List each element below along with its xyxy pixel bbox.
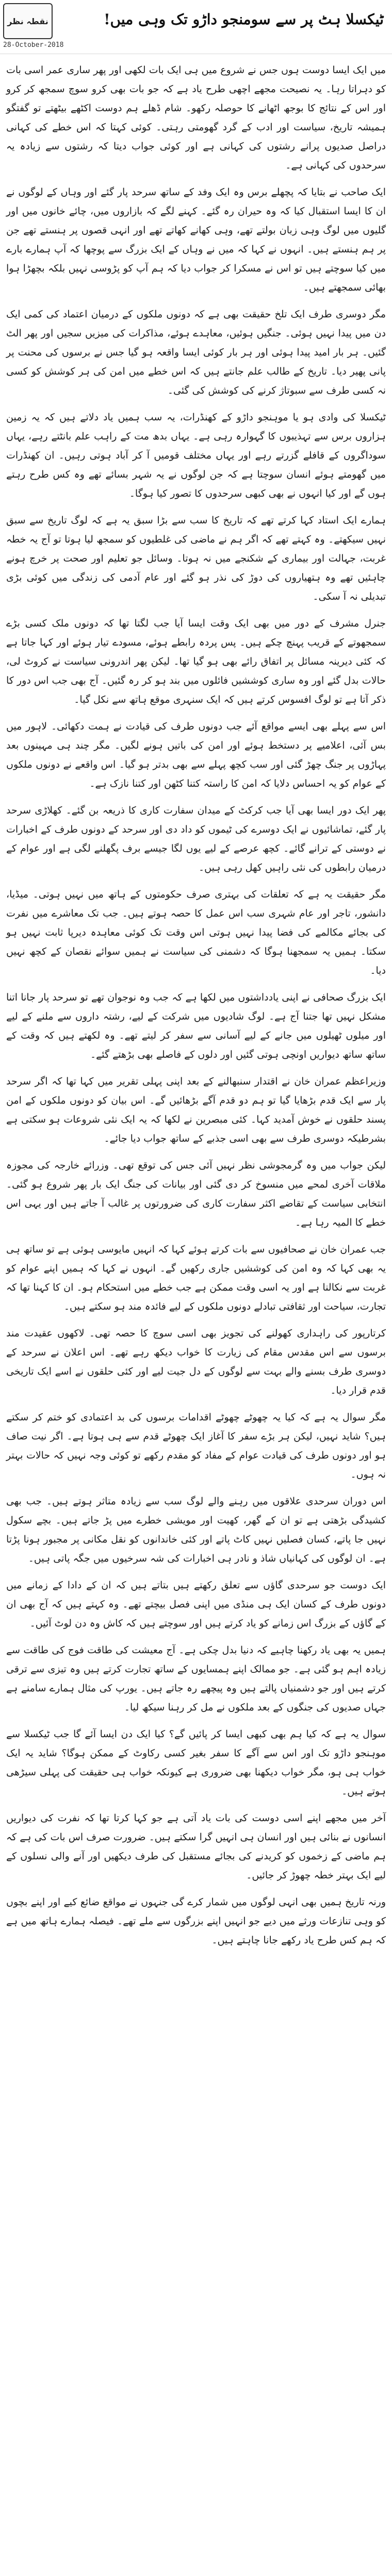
paragraph: میں ایک ایسا دوست ہوں جس نے شروع میں ہی ایک بات لکھی اور پھر ساری عمر اسی بات کو دہراتا رہا۔ یہ نصیحت مجھے اچھی طرح یاد ہے کہ جو بات بھی کرو سوچ سمجھ کر کرو اور اس کے نتائج کا بوجھ اٹھانے کا حوصلہ رکھو۔ شام ڈھلے ہم دوست اکٹھے بیٹھتے تو گفتگو ہمیشہ تاریخ، سیاست اور ادب کے گرد گھومتی رہتی۔ کوئی کہتا کہ اس خطے کی کہانی دراصل صدیوں پرانے رشتوں کی کہانی ہے اور کوئی جواب دیتا کہ رشتوں سے زیادہ یہ سرحدوں کی کہانی ہے۔ (6, 64, 386, 171)
paragraph: جنرل مشرف کے دور میں بھی ایک وقت ایسا آیا جب لگتا تھا کہ دونوں ملک کسی بڑے سمجھوتے کے قریب پہنچ چکے ہیں۔ پس پردہ رابطے ہوئے، مسودے تیار ہوئے اور کہا جاتا ہے کہ کئی دیرینہ مسائل پر اتفاق رائے بھی ہو گیا تھا۔ لیکن پھر اندرونی سیاست نے کروٹ لی، حالات بدل گئے اور وہ ساری کوششیں فائلوں میں بند ہو کر رہ گئیں۔ آج بھی جب اس دور کا ذکر آتا ہے تو لوگ افسوس کرتے ہیں کہ ایک سنہری موقع ہاتھ سے نکل گیا۔ (6, 618, 386, 705)
paragraph: مگر دوسری طرف ایک تلخ حقیقت بھی ہے کہ دونوں ملکوں کے درمیان اعتماد کی کمی ایک دن میں پیدا نہیں ہوئی۔ جنگیں ہوئیں، معاہدے ہوئے، مذاکرات کی میزیں سجیں اور پھر الٹ گئیں۔ ہر بار امید پیدا ہوئی اور ہر بار کوئی ایسا واقعہ ہو گیا جس نے برسوں کی محنت پر پانی پھیر دیا۔ تاریخ کے طالب علم جانتے ہیں کہ اس خطے میں امن کی ہر کوشش کو کسی نہ کسی طرف سے سبوتاژ کرنے کی کوشش کی گئی۔ (6, 309, 386, 396)
paragraph: ایک دوست جو سرحدی گاؤں سے تعلق رکھتے ہیں بتاتے ہیں کہ ان کے دادا کے زمانے میں دونوں طرف کے کسان ایک ہی منڈی میں اپنی فصل بیچتے تھے۔ وہ کہتے ہیں کہ آج بھی ان کے گاؤں کے بزرگ اس زمانے کو یاد کرتے ہیں اور سوچتے ہیں کہ کاش وہ دن لوٹ آئیں۔ (6, 1580, 386, 1629)
paragraph: ہمارے ایک استاد کہا کرتے تھے کہ تاریخ کا سب سے بڑا سبق یہ ہے کہ لوگ تاریخ سے سبق نہیں سیکھتے۔ وہ کہتے تھے کہ اگر ہم نے ماضی کی غلطیوں کو سمجھ لیا ہوتا تو آج یہ خطہ غربت، جہالت اور بیماری کے شکنجے میں نہ ہوتا۔ وسائل جو تعلیم اور صحت پر خرچ ہونے چاہئیں تھے وہ ہتھیاروں کی دوڑ کی نذر ہو گئے اور عام آدمی کی زندگی میں کوئی بڑی تبدیلی نہ آ سکی۔ (6, 515, 386, 602)
article-headline: ٹیکسلا ہٹ پر سے سومنجو داڑو تک وہی میں! (104, 11, 384, 28)
paragraph: ایک بزرگ صحافی نے اپنی یادداشتوں میں لکھا ہے کہ جب وہ نوجوان تھے تو سرحد پار جانا اتنا مشکل نہیں تھا جتنا آج ہے۔ لوگ شادیوں میں شرکت کے لیے، رشتہ داروں سے ملنے کے لیے اور میلوں ٹھیلوں میں جانے کے لیے آسانی سے سفر کر لیتے تھے۔ وہ لکھتے ہیں کہ وقت کے ساتھ ساتھ دیواریں اونچی ہوتی گئیں اور دلوں کے فاصلے بھی بڑھتے گئے۔ (6, 992, 386, 1060)
paragraph: ورنہ تاریخ ہمیں بھی انہی لوگوں میں شمار کرے گی جنہوں نے مواقع ضائع کیے اور اپنے بچوں کو وہی تنازعات ورثے میں دیے جو انہیں اپنے بزرگوں سے ملے تھے۔ فیصلہ ہمارے ہاتھ میں ہے کہ ہم کس طرح یاد رکھے جانا چاہتے ہیں۔ (6, 1896, 386, 1946)
publish-date: 28-October-2018 (3, 41, 64, 49)
paragraph: لیکن جواب میں وہ گرمجوشی نظر نہیں آئی جس کی توقع تھی۔ وزرائے خارجہ کی مجوزہ ملاقات آخری لمحے میں منسوخ کر دی گئی اور بیانات کی جنگ ایک بار پھر شروع ہو گئی۔ انتخابی سیاست کے تقاضے اکثر سفارت کاری کی ضرورتوں پر غالب آ جاتے ہیں اور یہی اس خطے کا المیہ رہا ہے۔ (6, 1160, 386, 1228)
paragraph: جب عمران خان نے صحافیوں سے بات کرتے ہوئے کہا کہ انہیں مایوسی ہوئی ہے تو ساتھ ہی یہ بھی کہا کہ وہ امن کی کوششیں جاری رکھیں گے۔ انہوں نے کہا کہ ہمیں اپنے عوام کو غربت سے نکالنا ہے اور یہ اسی وقت ممکن ہے جب خطے میں استحکام ہو۔ ان کا کہنا تھا کہ تجارت، سیاحت اور ثقافتی تبادلے دونوں ملکوں کے لیے فائدہ مند ہو سکتے ہیں۔ (6, 1244, 386, 1312)
paragraph: وزیراعظم عمران خان نے اقتدار سنبھالنے کے بعد اپنی پہلی تقریر میں کہا تھا کہ اگر سرحد پار سے ایک قدم بڑھایا گیا تو ہم دو قدم آگے بڑھائیں گے۔ اس بیان کو دونوں ملکوں کے امن پسند حلقوں نے خوش آمدید کہا۔ کئی مبصرین نے لکھا کہ یہ ایک نئی شروعات ہو سکتی ہے بشرطیکہ دوسری طرف سے بھی اسی جذبے کے ساتھ جواب دیا جائے۔ (6, 1076, 386, 1144)
paragraph: اس سے پہلے بھی ایسے مواقع آئے جب دونوں طرف کی قیادت نے ہمت دکھائی۔ لاہور میں بس آئی، اعلامیے پر دستخط ہوئے اور امن کی باتیں ہونے لگیں۔ مگر چند ہی مہینوں بعد پہاڑوں پر جنگ چھڑ گئی اور سب کچھ پہلے سے بھی بدتر ہو گیا۔ اس واقعے نے دونوں ملکوں کے عوام کو یہ احساس دلایا کہ امن کا راستہ کتنا کٹھن اور کتنا نازک ہے۔ (6, 721, 386, 789)
paragraph: ٹیکسلا کی وادی ہو یا موہنجو داڑو کے کھنڈرات، یہ سب ہمیں یاد دلاتے ہیں کہ یہ زمین ہزاروں برس سے تہذیبوں کا گہوارہ رہی ہے۔ یہاں بدھ مت کے راہب علم بانٹتے رہے، یہاں سوداگروں کے قافلے گزرتے رہے اور یہاں مختلف قومیں آ کر آباد ہوتی رہیں۔ ان کھنڈرات میں گھومتے ہوئے انسان سوچتا ہے کہ جن لوگوں نے یہ شہر بسائے تھے وہ کس طرح رہتے ہوں گے اور کیا انہوں نے بھی کبھی سرحدوں کا تصور کیا ہوگا۔ (6, 412, 386, 499)
column-logo: نقطہ نظر (3, 3, 53, 39)
paragraph: کرتارپور کی راہداری کھولنے کی تجویز بھی اسی سوچ کا حصہ تھی۔ لاکھوں عقیدت مند برسوں سے اس مقدس مقام کی زیارت کا خواب دیکھ رہے تھے۔ اس اعلان نے سرحد کے دوسری طرف بسنے والے بہت سے لوگوں کے دل جیت لیے اور کئی حلقوں نے اسے ایک تاریخی قدم قرار دیا۔ (6, 1328, 386, 1396)
paragraph: اس دوران سرحدی علاقوں میں رہنے والے لوگ سب سے زیادہ متاثر ہوتے ہیں۔ جب بھی کشیدگی بڑھتی ہے تو ان کے گھر، کھیت اور مویشی خطرے میں پڑ جاتے ہیں۔ بچے سکول نہیں جا پاتے، کسان فصلیں نہیں کاٹ پاتے اور کئی خاندانوں کو نقل مکانی پر مجبور ہونا پڑتا ہے۔ ان لوگوں کی کہانیاں شاذ و نادر ہی اخبارات کی شہ سرخیوں میں جگہ پاتی ہیں۔ (6, 1496, 386, 1564)
paragraph: پھر ایک دور ایسا بھی آیا جب کرکٹ کے میدان سفارت کاری کا ذریعہ بن گئے۔ کھلاڑی سرحد پار گئے، تماشائیوں نے ایک دوسرے کی ٹیموں کو داد دی اور سرحد کے دونوں طرف کے اخبارات نے دوستی کے ترانے گائے۔ کچھ عرصے کے لیے یوں لگا جیسے برف پگھلنے لگی ہے اور عوام کے درمیان رابطوں کی نئی راہیں کھل رہی ہیں۔ (6, 805, 386, 873)
paragraph: مگر سوال یہ ہے کہ کیا یہ چھوٹے چھوٹے اقدامات برسوں کی بد اعتمادی کو ختم کر سکتے ہیں؟ شاید نہیں، لیکن ہر بڑے سفر کا آغاز ایک چھوٹے قدم سے ہی ہوتا ہے۔ اگر نیت صاف ہو اور دونوں طرف کی قیادت عوام کے مفاد کو مقدم رکھے تو کوئی وجہ نہیں کہ حالات بہتر نہ ہوں۔ (6, 1412, 386, 1480)
paragraph: ہمیں یہ بھی یاد رکھنا چاہیے کہ دنیا بدل چکی ہے۔ آج معیشت کی طاقت فوج کی طاقت سے زیادہ اہم ہو گئی ہے۔ جو ممالک اپنے ہمسایوں کے ساتھ تجارت کرتے ہیں وہ تیزی سے ترقی کرتے ہیں اور جو دشمنیاں پالتے ہیں وہ پیچھے رہ جاتے ہیں۔ یورپ کی مثال ہمارے سامنے ہے جہاں صدیوں کی جنگوں کے بعد ملکوں نے مل کر رہنا سیکھ لیا۔ (6, 1645, 386, 1713)
paragraph: مگر حقیقت یہ ہے کہ تعلقات کی بہتری صرف حکومتوں کے ہاتھ میں نہیں ہوتی۔ میڈیا، دانشور، تاجر اور عام شہری سب اس عمل کا حصہ ہوتے ہیں۔ جب تک معاشرے میں نفرت کی بجائے مکالمے کی فضا پیدا نہیں ہوتی اس وقت تک کوئی معاہدہ دیرپا ثابت نہیں ہو سکتا۔ ہمیں یہ سمجھنا ہوگا کہ دشمنی کی سیاست نے ہمیں سوائے نقصان کے کچھ نہیں دیا۔ (6, 889, 386, 976)
article-body (6, 61, 386, 1958)
paragraph: سوال یہ ہے کہ کیا ہم بھی کبھی ایسا کر پائیں گے؟ کیا ایک دن ایسا آئے گا جب ٹیکسلا سے موہنجو داڑو تک اور اس سے آگے کا سفر بغیر کسی رکاوٹ کے ممکن ہوگا؟ شاید یہ ایک خواب ہی ہو، مگر خواب دیکھنا بھی ضروری ہے کیونکہ خواب ہی حقیقت کی پہلی سیڑھی ہوتے ہیں۔ (6, 1728, 386, 1797)
paragraph: ایک صاحب نے بتایا کہ پچھلے برس وہ ایک وفد کے ساتھ سرحد پار گئے اور وہاں کے لوگوں نے ان کا ایسا استقبال کیا کہ وہ حیران رہ گئے۔ کہنے لگے کہ بازاروں میں، چائے خانوں میں اور گلیوں میں لوگ وہی زبان بولتے تھے، وہی کھانے کھاتے تھے اور انہی قصوں پر ہنستے تھے جن پر ہم ہنستے ہیں۔ انہوں نے کہا کہ میں نے وہاں کے ایک بزرگ سے پوچھا کہ آپ ہمارے بارے میں کیا سوچتے ہیں تو اس نے مسکرا کر جواب دیا کہ ہم آپ کو پڑوسی نہیں بلکہ بچھڑا ہوا بھائی سمجھتے ہیں۔ (6, 187, 386, 293)
paragraph: آخر میں مجھے اپنے اسی دوست کی بات یاد آتی ہے جو کہا کرتا تھا کہ نفرت کی دیواریں انسانوں نے بنائی ہیں اور انسان ہی انہیں گرا سکتے ہیں۔ ضرورت صرف اس بات کی ہے کہ ہم ماضی کے زخموں کو کریدنے کی بجائے مستقبل کی طرف دیکھیں اور آنے والی نسلوں کے لیے ایک بہتر خطہ چھوڑ کر جائیں۔ (6, 1812, 386, 1881)
masthead (0, 0, 392, 54)
